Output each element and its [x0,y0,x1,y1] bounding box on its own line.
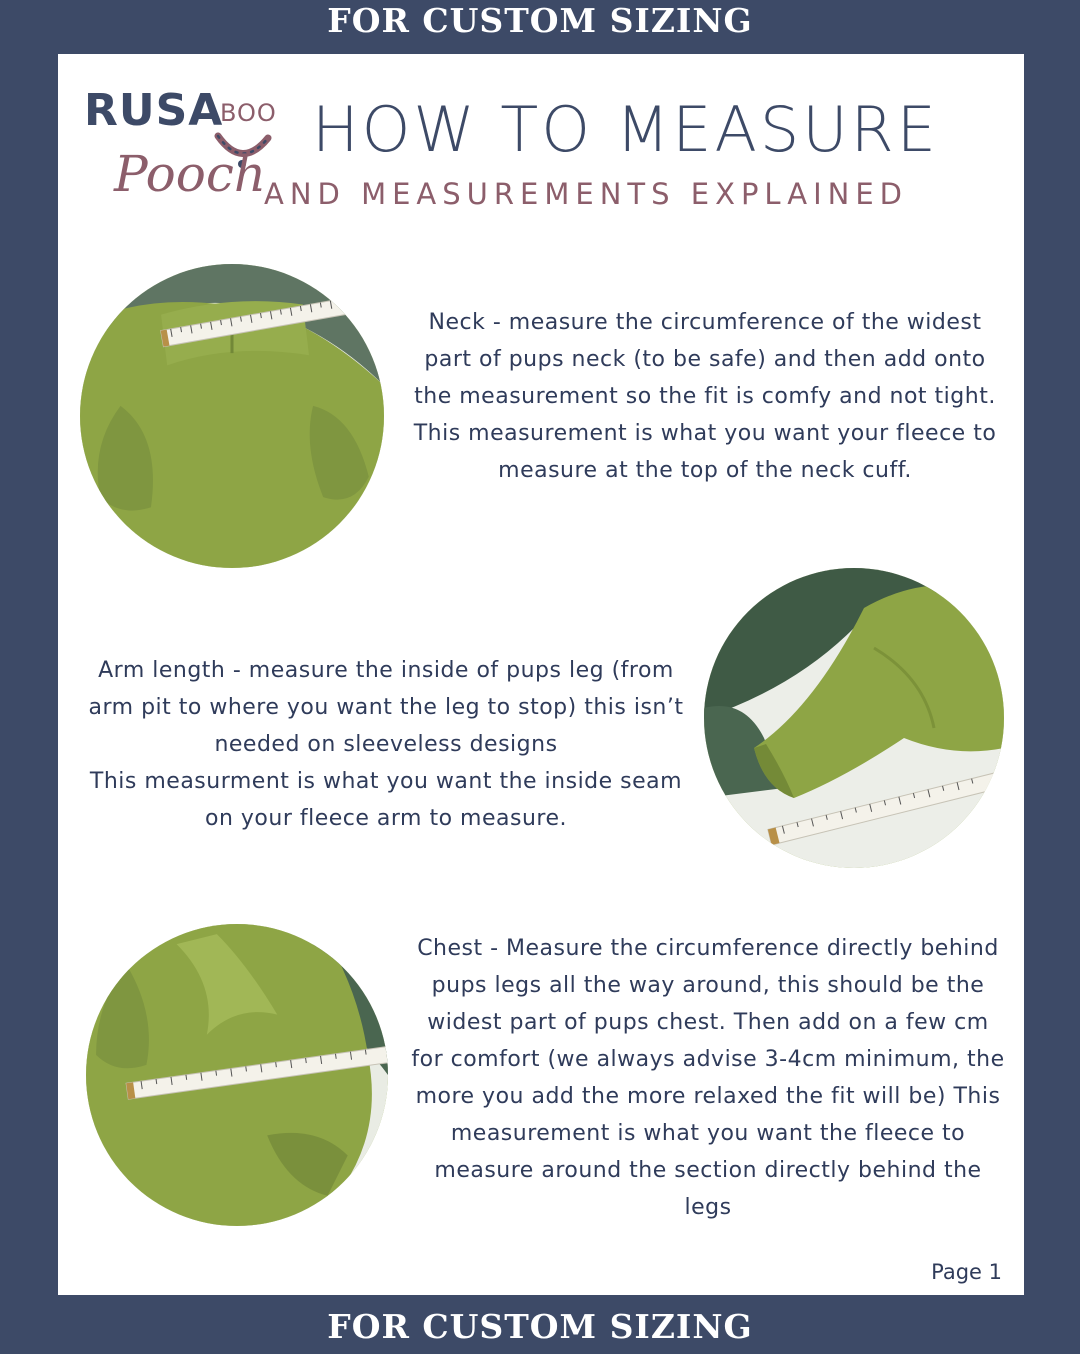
page-title: HOW TO MEASURE [312,93,939,166]
chest-measure-photo [86,924,388,1226]
measure-guide-card [58,54,1024,1295]
arm-instructions-note: This measurment is what you want the inside seam on your fleece arm to measure. [89,769,683,831]
top-banner: FOR CUSTOM SIZING [327,1,753,40]
page-subtitle: AND MEASUREMENTS EXPLAINED [264,177,908,211]
logo-pooch-text: Pooch [114,145,267,203]
arm-measure-photo [704,568,1004,868]
chest-instructions-text: Chest - Measure the circumference directly behind pups legs all the way around, this should be the widest part of pups chest. Then add on a few cm for comfort (we always advise 3-4cm minimum, the more you add the more relaxed the fit will be) This measurement is what you want the fleece to measure around the section directly behind the legs [411,936,1005,1220]
arm-instructions [74,652,698,837]
neck-instructions [410,304,1000,489]
page-number: Page 1 [931,1260,1002,1284]
arm-instructions-text: Arm length - measure the inside of pups leg (from arm pit to where you want the leg to stop) this isn’t needed on sleeveless designs [88,658,684,757]
brand-logo [84,86,284,226]
logo-rusa-text: RUSA [84,85,224,136]
chest-instructions [410,930,1006,1226]
bottom-banner: FOR CUSTOM SIZING [327,1307,753,1346]
neck-instructions-text: Neck - measure the circumference of the widest part of pups neck (to be safe) and then add onto the measurement so the fit is comfy and not tight. This measurement is what you want your fleece to measure at the top of the neck cuff. [413,310,997,483]
logo-boo-text: BOO [220,99,277,127]
neck-measure-photo [80,264,384,568]
